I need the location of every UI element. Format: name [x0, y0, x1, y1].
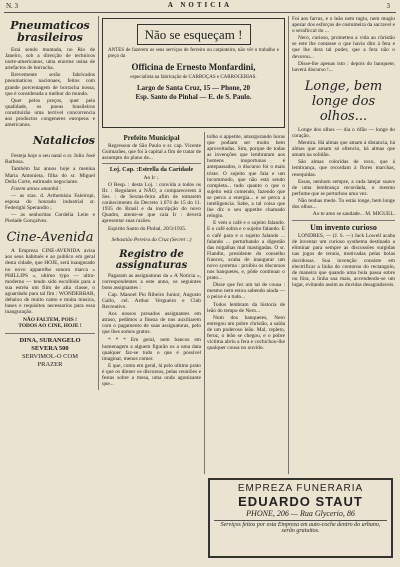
- paragraph: Nero, curioso, prometteu a vida ao christão se este lhe contasse o que havia dito á fera e que lhe dera tal poder, que a fera não o devorou...: [292, 35, 395, 60]
- headline-natalicios: Natalicios: [32, 134, 95, 148]
- paragraph: Todos lembram da historia de leão do tempo de Nero...: [207, 301, 285, 314]
- paragraph: NÃO FALTEM, POIS !: [23, 317, 77, 324]
- ad-address: Largo de Santa Cruz, 15 — Phone, 20: [137, 84, 250, 92]
- article-cine-avenida: [5, 248, 95, 369]
- paragraph: TODOS AO CINE, HOJE !: [18, 323, 82, 330]
- headline-prefeito: Prefeito Municipal: [123, 134, 180, 142]
- paragraph: Ao Ir :.: [143, 174, 160, 181]
- article-registro: [102, 273, 201, 388]
- paragraph: São almas coloridas de roxo, que á lembrança, que recordam à flores marchas, resequidas.: [292, 159, 395, 178]
- ad-title: Não se esqueçam !: [137, 24, 251, 45]
- paragraph: LONDRES, — (J. S. —) Jack Lowell acaba de inventar um curioso systhema destinado a eliminar para sempre as discussões surgidas nas jogos de tennis, motivadas pelas bolas duvidosas. Sua invenção consiste em electrificar a linha do contorno do rectangulo, de maneira que quando uma bola passa sobre ou fóra, a linha soa mais, accendendo-se um lugar, evitando assim as duvidas desagradaveis.: [292, 233, 395, 288]
- newspaper-title: A NOTICIA: [167, 1, 233, 9]
- paragraph: Espirito Santo do Pinhal, 20/3/1935.: [108, 225, 187, 232]
- divider: [5, 333, 95, 334]
- paragraph: Também faz annos hoje a menina Maria Antonieta, filha do sr. Miguel Della Corte, estimado negociante.: [5, 166, 95, 185]
- article-leao-cont: [292, 16, 395, 73]
- article-natalicios: [5, 153, 95, 224]
- paragraph: E que, como em geral, lá pelo ultimo prato é que os dinner os discursos, pelas reuniões e festas sobre a mesa, uma onda agonizante que...: [102, 362, 201, 388]
- paragraph: Mentira. Há almas que amam á distancia, há almas que amam só ellencio, há almas que amam na solidão.: [292, 140, 395, 159]
- article-loja: [102, 175, 201, 243]
- funeral-owner: EDUARDO STAUT: [238, 494, 363, 509]
- article-invento: [292, 233, 395, 288]
- paragraph: Aos nossos presados assignantes em atraso, pedimos a fineza de nos auxiliarem com o pagamento de suas assignaturas, pelo que lhes somos gratos.: [102, 311, 201, 336]
- ad-name: Officina de Ernesto Monfardini,: [131, 62, 256, 72]
- ad-box-monfardini: [102, 18, 285, 128]
- headline-pneumaticos: Pneumaticos brasileiros: [10, 19, 90, 44]
- article-longe: [292, 127, 395, 217]
- paragraph: Longe dos olhos — dia o rifão — longe do coração.: [292, 126, 395, 139]
- column-4: [292, 16, 395, 474]
- column-rule: [98, 16, 99, 390]
- column-1: [5, 16, 95, 561]
- ad-text: ANTES de fazerem os seus serviços de ferreiro ou carpinteiro, não vêr o trabalho e preço da: [108, 48, 279, 59]
- paragraph: E vem o café e o sujeito falando. E o café sobra e o sujeito falando. E o café para e o sujeito falando ... falando ... perturbando a digestão das migalhas mal mastigadas. O sr. Flandin, presidente do conselho francez, acaba de inaugurar um novo systema : proibiu os discursos nos banquetes, e, pôde continuar o prato...: [207, 220, 285, 282]
- paragraph: Foi aos farrus, e o leão nem tugiu, nem mugiu apezar dos esforços de costumeira da sacravel e o seraficcal do ...: [292, 16, 395, 35]
- article-pneumaticos: [5, 47, 95, 128]
- paragraph: Pagaram as assignaturas da « A Noticia », correspondentes a este anno, os seguintes bons assignantes :: [102, 272, 201, 291]
- funeral-note: Serviços feitos por esta Empreza em auto-coche dentro do urbano, serão gratuitos.: [214, 520, 387, 534]
- article-prefeito: [102, 143, 201, 161]
- paragraph: Brevemente serão fabricados pneumaticos nacionaes, feitos com grande porcentagem de borracha nossa, que é considerada a melhor do mundo.: [5, 72, 95, 97]
- paragraph: Disse que fez um tal de cousa : mesmo nem estou sabendo ainda — o peixe é a tudo...: [207, 282, 285, 301]
- headline-invento: Um invento curioso: [310, 223, 377, 233]
- headline-loja: Loj. Cap. :Estrella da Caridade: [109, 166, 194, 174]
- paragraph: Está sendo montada, no Rio de Janeiro, sob a direcção de technicos norte-americanos, uma enorme usina de artefactos de borracha.: [5, 47, 95, 72]
- ad-line: SEVERA 500: [31, 345, 69, 353]
- ad-city: Esp. Santo do Pinhal — E. de S. Paulo.: [135, 93, 252, 101]
- headline-cine-avenida: Cine-Avenida: [6, 230, 94, 246]
- paragraph: A Empreza CINE-AVENIDA avisa aos seus habitués e ao publico em geral desta cidade, que HOJE, será inaugurado no novo apparelho sonoro marca « PHILLIPS », ultimo typo — ultra-moderno — tendo sido escolhido para a sua estréa um film de alta classe, o aguardado para tal fim : WONDERBAR, debaixo de muito canto e muita musica, bases e requisitos necessarios para essa inauguração.: [5, 248, 95, 316]
- column-rule: [288, 16, 289, 474]
- paragraph: Cap. Manoel Pio Ribeiro Junior, Augusto Gallo, cel. Arthur Vergueiro e Club Recreativo.: [102, 291, 201, 310]
- column-2: [102, 134, 201, 474]
- paragraph: O Resp. : desta Loj. : convida a todos os IIr. : Regulares a NÃO, a comparecerem á Ses. : de Sextas-feira afim de tomarem conhecimento do Decreto 1.074 de 15 do 11. 1935 do Brasil e da inscripção do novo Quadro, atente-se que caia Ir : deverá apresentar suas razões.: [102, 181, 201, 225]
- masthead-rule: [4, 12, 396, 13]
- paragraph: Festeja hoje o seu natal o sr. Julio José Barbosa.: [5, 153, 95, 166]
- paragraph: Não tenhas medo. Tu estás longe, bem longe dos olhos...: [292, 197, 395, 210]
- paragraph: Num dos banquetes, Nero entregou um pobre christão, a saída de um poderoso leão. Mal, repleto, feroz, o leão se chegou, e o pobre victima abriu a fera e cochichou-lhe qualquer cousa no ouvido.: [207, 314, 285, 352]
- paragraph: Disse-lhe apenas isto : depois do banquete, haverá discurso !...: [292, 60, 395, 73]
- column-rule: [204, 132, 205, 474]
- paragraph: — as senhoritas Cordelia Leite e Piedade Gonçalves.: [5, 212, 95, 225]
- headline-longe: Longe, bem longe dos olhos...: [304, 78, 383, 124]
- headline-registro: Registro de assignaturas: [115, 248, 188, 271]
- funeral-contact: PHONE, 206 — Rua Glycerio, 86: [246, 509, 355, 518]
- issue-number: N. 3: [6, 2, 19, 10]
- paragraph: * * * Em geral, nem bancos em homenagem a alguem figurão os a uma data qualquer faz-se tudo o que é possivel imaginar, menos comer.: [102, 337, 201, 362]
- funeral-company: EMPREZA FUNERARIA: [237, 483, 364, 494]
- paragraph: tolho o appetite, amargurando horas que podiam ser muito bem aproveitadas. Sim, porque de todas as invenções que lembraram aos homens inoportunas é antepassados, o discurso foi o mais triste. O sujeito que fala e um incommodo, que não está sendo completa... tudo quanto o que o sujeito está comendo, fazendo que se perca a energia... e se perca a intelligencia. Sabe, a tal coisa que lhe diz o seu appetite chamado relogio.: [207, 134, 285, 220]
- ad-specialty: especialista na fabricação de CARROÇAS e CARROCERIAS.: [130, 75, 257, 80]
- ad-box-funeraria: [208, 478, 393, 558]
- masthead: [0, 0, 400, 12]
- paragraph: Ao te amo se saudade... M. MIGUEL.: [312, 211, 395, 218]
- paragraph: Quer pelos preços, quer pela qualidade, os pneus brasileiros constituirão uma terrivel concorrencia aos productos congeneres europeus e americanos.: [5, 97, 95, 129]
- paragraph: Regressou de São Paulo o sr. cap. Vicente Guimarães, que foi à capital a fim de tratar de assumpto do plano de...: [102, 143, 201, 162]
- paragraph: Essas, nenhum sempre, a cada latejar suave de uma lembrança recordada, o mesmo perfume que se perturbou uma vez.: [292, 178, 395, 197]
- divider: [102, 163, 201, 164]
- ad-line: DINA, SURANGELO: [19, 337, 81, 345]
- article-discursos: [207, 134, 285, 351]
- paragraph: Sebastião Pereira da Cruz (Secret :.): [111, 237, 192, 244]
- paragraph: — as sras. d. Arthemisia Faleiropi, esposa do honrado industrial sr. Federighi Sperandio ;: [5, 192, 95, 211]
- ad-line: SERVIMOL-O COM: [22, 353, 78, 361]
- paragraph: Fazem annos amanhã :: [11, 185, 62, 192]
- divider: [292, 220, 395, 221]
- ad-line: PRAZER: [37, 361, 63, 369]
- column-3: [207, 134, 285, 474]
- page-number: 3: [386, 2, 390, 10]
